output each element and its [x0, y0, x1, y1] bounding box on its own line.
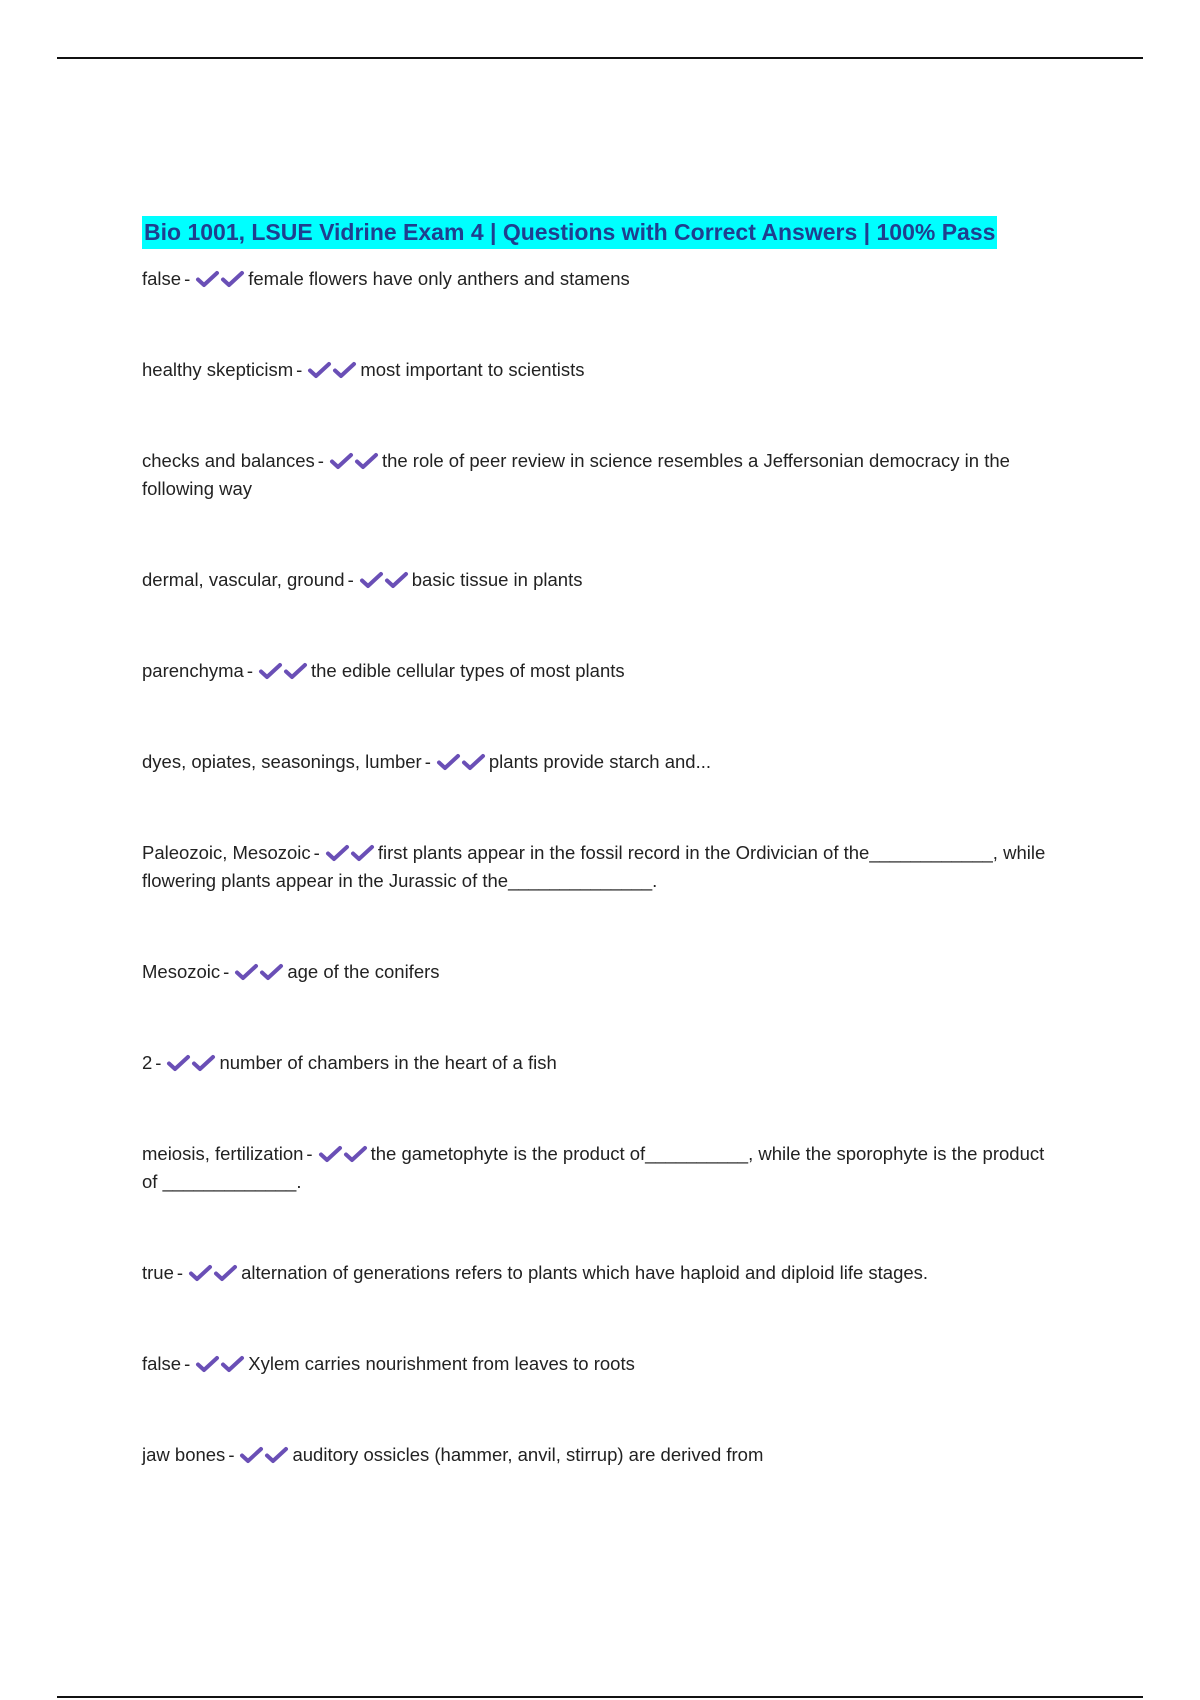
double-check-icon [258, 660, 308, 681]
qa-answer: meiosis, fertilization [142, 1143, 304, 1164]
check-icon [191, 1054, 216, 1072]
qa-item: Mesozoic - age of the conifers [142, 961, 440, 982]
check-icon [461, 753, 486, 771]
qa-item: jaw bones - auditory ossicles (hammer, anvil, stirrup) are derived from [142, 1444, 764, 1465]
check-icon [195, 270, 220, 288]
qa-item: dermal, vascular, ground - basic tissue in plants [142, 569, 583, 590]
footer-rule [57, 1696, 1143, 1698]
qa-answer: false [142, 1353, 182, 1374]
double-check-icon [195, 1353, 245, 1374]
header-rule [57, 57, 1143, 59]
qa-question: plants provide starch and... [488, 751, 712, 772]
qa-item: checks and balances - the role of peer review in science resembles a Jeffersonian democracy in the following way [142, 450, 1010, 499]
qa-item: healthy skepticism - most important to scientists [142, 359, 585, 380]
check-icon [239, 1446, 264, 1464]
double-check-icon [436, 751, 486, 772]
check-icon [354, 452, 379, 470]
qa-answer: jaw bones [142, 1444, 226, 1465]
check-icon [259, 963, 284, 981]
double-check-icon [239, 1444, 289, 1465]
qa-question: alternation of generations refers to plants which have haploid and diploid life stages. [241, 1262, 929, 1283]
qa-question: the gametophyte is the product of__________, while the sporophyte is the product of _____________. [142, 1143, 1045, 1192]
qa-item: dyes, opiates, seasonings, lumber - plants provide starch and... [142, 751, 712, 772]
double-check-icon [329, 450, 379, 471]
qa-answer: 2 [142, 1052, 153, 1073]
check-icon [325, 844, 350, 862]
qa-question: female flowers have only anthers and stamens [248, 268, 630, 289]
check-icon [220, 1355, 245, 1373]
qa-answer: parenchyma [142, 660, 244, 681]
check-icon [329, 452, 354, 470]
qa-item: parenchyma - the edible cellular types of most plants [142, 660, 625, 681]
check-icon [332, 361, 357, 379]
qa-item: false - Xylem carries nourishment from leaves to roots [142, 1353, 635, 1374]
check-icon [195, 1355, 220, 1373]
check-icon [264, 1446, 289, 1464]
qa-question: basic tissue in plants [411, 569, 583, 590]
double-check-icon [195, 268, 245, 289]
qa-question: most important to scientists [360, 359, 585, 380]
qa-item: meiosis, fertilization - the gametophyte is the product of__________, while the sporophyte is the product of _____________. [142, 1143, 1045, 1192]
qa-item: true - alternation of generations refers to plants which have haploid and diploid life stages. [142, 1262, 929, 1283]
check-icon [188, 1264, 213, 1282]
qa-answer: dermal, vascular, ground [142, 569, 345, 590]
check-icon [307, 361, 332, 379]
check-icon [343, 1145, 368, 1163]
qa-answer: healthy skepticism [142, 359, 294, 380]
qa-question: Xylem carries nourishment from leaves to roots [248, 1353, 635, 1374]
check-icon [166, 1054, 191, 1072]
check-icon [258, 662, 283, 680]
check-icon [220, 270, 245, 288]
qa-answer: true [142, 1262, 174, 1283]
qa-item: Paleozoic, Mesozoic - first plants appear in the fossil record in the Ordivician of the____________, while flowering plants appear in the Jurassic of the______________. [142, 842, 1046, 891]
check-icon [350, 844, 375, 862]
check-icon [283, 662, 308, 680]
check-icon [213, 1264, 238, 1282]
qa-list [142, 265, 1062, 1469]
double-check-icon [325, 842, 375, 863]
double-check-icon [359, 569, 409, 590]
check-icon [436, 753, 461, 771]
document-body [142, 216, 1062, 1469]
qa-answer: Mesozoic [142, 961, 221, 982]
double-check-icon [318, 1143, 368, 1164]
qa-answer: false [142, 268, 182, 289]
qa-question: auditory ossicles (hammer, anvil, stirrup) are derived from [292, 1444, 764, 1465]
qa-question: the edible cellular types of most plants [310, 660, 625, 681]
qa-question: number of chambers in the heart of a fish [219, 1052, 557, 1073]
qa-answer: dyes, opiates, seasonings, lumber [142, 751, 422, 772]
qa-question: first plants appear in the fossil record in the Ordivician of the____________, while flowering plants appear in the Jurassic of the______________. [142, 842, 1046, 891]
double-check-icon [166, 1052, 216, 1073]
qa-question: age of the conifers [287, 961, 440, 982]
double-check-icon [188, 1262, 238, 1283]
check-icon [359, 571, 384, 589]
qa-item: false - female flowers have only anthers and stamens [142, 268, 630, 289]
check-icon [318, 1145, 343, 1163]
document-title: Bio 1001, LSUE Vidrine Exam 4 | Questions with Correct Answers | 100% Pass [142, 216, 997, 249]
qa-answer: checks and balances [142, 450, 315, 471]
qa-answer: Paleozoic, Mesozoic [142, 842, 311, 863]
double-check-icon [234, 961, 284, 982]
qa-question: the role of peer review in science resembles a Jeffersonian democracy in the following way [142, 450, 1010, 499]
check-icon [384, 571, 409, 589]
check-icon [234, 963, 259, 981]
qa-item: 2 - number of chambers in the heart of a fish [142, 1052, 557, 1073]
double-check-icon [307, 359, 357, 380]
